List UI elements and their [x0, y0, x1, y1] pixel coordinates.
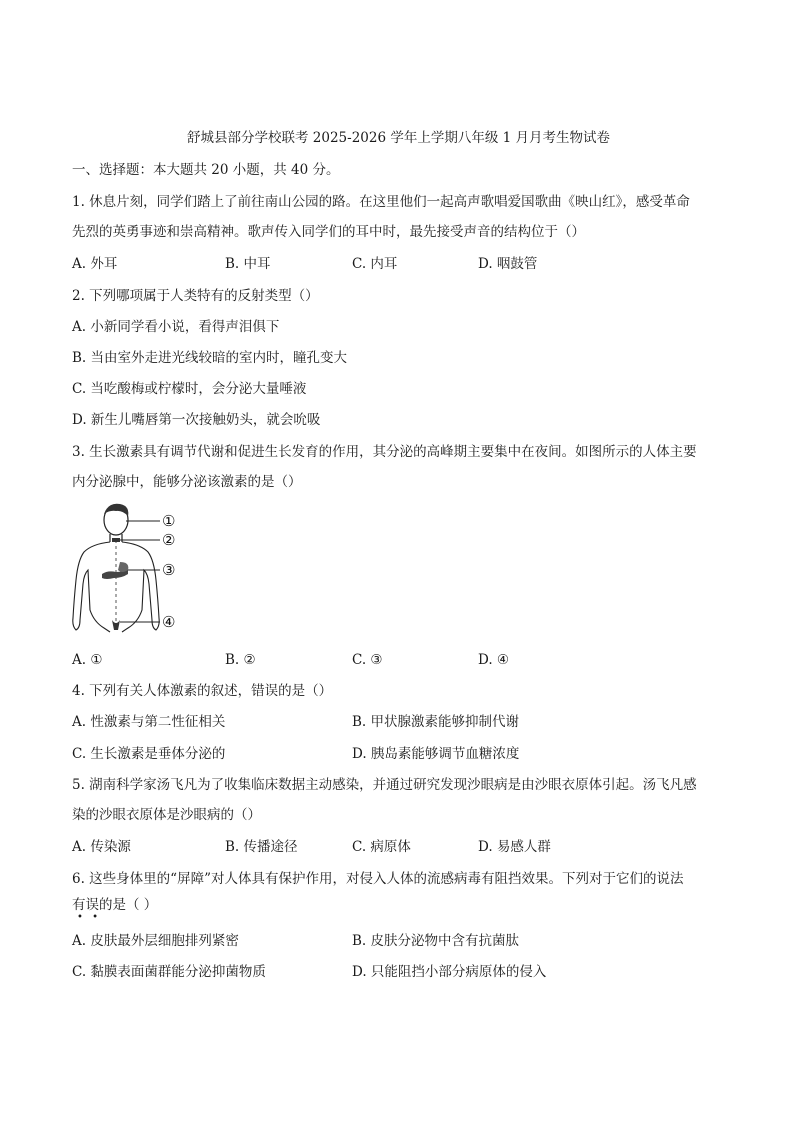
figure-label-2: ② — [162, 531, 176, 549]
question-1-stem-line-2: 先烈的英勇事迹和崇高精神。歌声传入同学们的耳中时，最先接受声音的结构位于（） — [72, 224, 585, 240]
question-5-stem-line-2: 染的沙眼衣原体是沙眼病的（） — [72, 807, 261, 823]
question-5-option-a: A. 传染源 — [72, 839, 131, 855]
figure-gonad — [112, 620, 120, 630]
question-4-option-c: C. 生长激素是垂体分泌的 — [72, 746, 226, 762]
question-1-option-a: A. 外耳 — [72, 256, 118, 272]
question-4-option-b: B. 甲状腺激素能够抑制代谢 — [352, 714, 520, 730]
figure-thyroid — [112, 538, 120, 542]
question-2-option-a: A. 小新同学看小说，看得声泪俱下 — [72, 319, 280, 335]
question-6-stem-line-1: 6. 这些身体里的“屏障”对人体具有保护作用，对侵入人体的流感病毒有阻挡效果。下列对于它们的说法 — [72, 871, 684, 887]
question-3-option-b: B. ② — [225, 652, 256, 668]
question-5-option-b: B. 传播途径 — [225, 839, 298, 855]
figure-label-3: ③ — [162, 561, 176, 579]
question-3-option-c: C. ③ — [352, 652, 383, 668]
figure-label-4: ④ — [162, 613, 176, 631]
question-6-stem-line-2: 有误的是（ ） — [72, 897, 158, 913]
question-2-stem: 2. 下列哪项属于人类特有的反射类型（） — [72, 288, 319, 304]
question-2-option-b: B. 当由室外走进光线较暗的室内时，瞳孔变大 — [72, 350, 348, 366]
question-3-stem-line-1: 3. 生长激素具有调节代谢和促进生长发育的作用，其分泌的高峰期主要集中在夜间。如图所示的人体主要 — [72, 444, 697, 460]
figure-organ — [118, 562, 128, 572]
question-6-option-d: D. 只能阻挡小部分病原体的侵入 — [352, 964, 547, 980]
question-4-option-d: D. 胰岛素能够调节血糖浓度 — [352, 746, 520, 762]
emphasis-dots: • • — [77, 912, 101, 923]
question-3-stem-line-2: 内分泌腺中，能够分泌该激素的是（） — [72, 474, 302, 490]
question-5-stem-line-1: 5. 湖南科学家汤飞凡为了收集临床数据主动感染，并通过研究发现沙眼病是由沙眼衣原体引起。汤飞凡感 — [72, 777, 697, 793]
question-4-stem: 4. 下列有关人体激素的叙述，错误的是（） — [72, 683, 333, 699]
question-4-option-a: A. 性激素与第二性征相关 — [72, 714, 226, 730]
question-6-option-b: B. 皮肤分泌物中含有抗菌肽 — [352, 933, 520, 949]
question-3-option-a: A. ① — [72, 652, 103, 668]
question-2-option-d: D. 新生儿嘴唇第一次接触奶头，就会吮吸 — [72, 412, 321, 428]
endocrine-gland-figure — [70, 500, 188, 635]
question-5-option-d: D. 易感人群 — [478, 839, 551, 855]
question-6-option-c: C. 黏膜表面菌群能分泌抑菌物质 — [72, 964, 266, 980]
question-1-stem-line-1: 1. 休息片刻，同学们踏上了前往南山公园的路。在这里他们一起高声歌唱爱国歌曲《映山红》，感受革命 — [72, 194, 690, 210]
question-5-option-c: C. 病原体 — [352, 839, 411, 855]
question-1-option-d: D. 咽鼓管 — [478, 256, 538, 272]
figure-label-1: ① — [162, 512, 176, 530]
question-1-option-b: B. 中耳 — [225, 256, 271, 272]
question-6-option-a: A. 皮肤最外层细胞排列紧密 — [72, 933, 239, 949]
question-3-option-d: D. ④ — [478, 652, 510, 668]
question-1-option-c: C. 内耳 — [352, 256, 398, 272]
figure-hair — [104, 504, 128, 516]
question-2-option-c: C. 当吃酸梅或柠檬时，会分泌大量唾液 — [72, 381, 307, 397]
exam-title: 舒城县部分学校联考 2025-2026 学年上学期八年级 1 月月考生物试卷 — [187, 130, 611, 146]
section-heading: 一、选择题：本大题共 20 小题，共 40 分。 — [72, 162, 340, 178]
